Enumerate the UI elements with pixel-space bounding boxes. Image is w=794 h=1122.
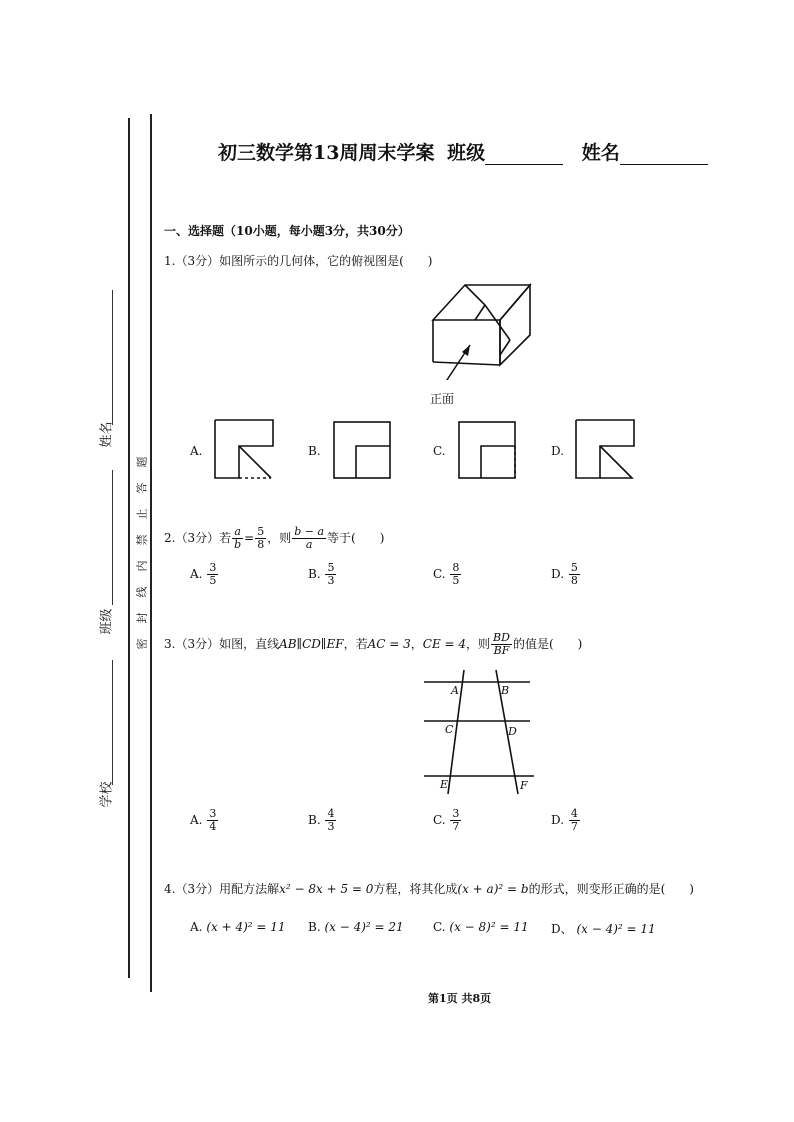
q2-then: ，则: [267, 531, 292, 545]
q3-if: ，若: [343, 637, 368, 651]
q1-option-d-figure[interactable]: [574, 418, 638, 482]
q3-tail: 的值是( ): [512, 637, 583, 651]
binding-line-right: [150, 114, 152, 992]
point-c: C: [445, 723, 454, 736]
q2-prefix: 2.（3分）若: [164, 531, 232, 545]
q1-option-a-figure[interactable]: [213, 418, 277, 482]
q4-equation: x² − 8x + 5 = 0: [279, 882, 374, 896]
sidebar-name-blank: [112, 290, 113, 425]
point-a: A: [451, 684, 459, 697]
point-e: E: [440, 778, 449, 791]
sidebar-school-label: 学校: [99, 781, 115, 808]
sidebar-name-label: 姓名: [99, 421, 115, 448]
q4-stem: [164, 880, 694, 897]
point-b: B: [501, 684, 510, 697]
q2-frac-target: $\frac{b - a}{a}$: [294, 525, 325, 551]
q1-option-c-label[interactable]: C.: [433, 444, 446, 458]
point-d: D: [508, 725, 517, 738]
q2-frac-a-over-b: $\frac{a}{b}$: [234, 525, 242, 551]
binding-line-left: [128, 118, 130, 978]
q1-option-b-label[interactable]: B.: [308, 444, 321, 458]
name-blank[interactable]: [620, 147, 708, 165]
q1-stem: 1.（3分）如图所示的几何体，它的俯视图是( ): [164, 254, 433, 268]
q1-option-b-figure[interactable]: [332, 420, 394, 482]
q4-option-d[interactable]: D、 (x − 4)² = 11: [551, 922, 656, 936]
q2-equals: =: [244, 531, 255, 545]
page-number: 第1页 共8页: [428, 992, 492, 1005]
sidebar-class-blank: [112, 470, 113, 605]
q1-option-c-figure[interactable]: [457, 420, 519, 482]
q2-option-b[interactable]: B. $\frac{5}{3}$: [308, 561, 335, 587]
q3-parallel-lines-figure: [418, 668, 538, 798]
seal-char: 止: [135, 508, 149, 520]
q3-option-d[interactable]: D. $\frac{4}{7}$: [551, 807, 578, 833]
class-label: 班级: [447, 142, 486, 164]
name-label: 姓名: [581, 142, 620, 164]
q4-form: (x + a)² = b: [457, 882, 529, 896]
seal-char: 禁: [135, 534, 149, 546]
q3-ce: CE = 4: [422, 637, 467, 651]
class-blank[interactable]: [485, 147, 563, 165]
q3-ac: AC = 3: [367, 637, 411, 651]
q4-prefix: 4.（3分）用配方法解: [164, 882, 280, 896]
q3-option-c[interactable]: C. $\frac{3}{7}$: [433, 807, 460, 833]
q3-stem: [164, 632, 582, 657]
sidebar-school-blank: [112, 660, 113, 785]
q2-option-d[interactable]: D. $\frac{5}{8}$: [551, 561, 578, 587]
page-title: [218, 138, 708, 165]
q3-option-b[interactable]: B. $\frac{4}{3}$: [308, 807, 335, 833]
sidebar-class-label: 班级: [99, 608, 115, 635]
q2-tail: 等于( ): [327, 531, 385, 545]
q4-mid: 方程，将其化成: [373, 882, 458, 896]
seal-char: 密: [135, 638, 149, 650]
seal-char: 内: [135, 560, 149, 572]
title-text: 初三数学第13周周末学案: [218, 142, 435, 164]
seal-char: 线: [135, 586, 149, 598]
q4-option-b[interactable]: B. (x − 4)² = 21: [308, 920, 404, 934]
seal-char: 封: [135, 612, 149, 624]
q4-option-c[interactable]: C. (x − 8)² = 11: [433, 920, 529, 934]
q1-front-label: 正面: [430, 392, 455, 406]
q2-frac-5-over-8: $\frac{5}{8}$: [257, 525, 265, 551]
point-f: F: [520, 779, 528, 792]
q3-prefix: 3.（3分）如图，直线: [164, 637, 280, 651]
q3-option-a[interactable]: A. $\frac{3}{4}$: [190, 807, 217, 833]
q3-sep: ，: [410, 637, 423, 651]
section-heading: 一、选择题（10小题，每小题3分，共30分）: [164, 224, 410, 238]
q2-stem: [164, 526, 384, 551]
seal-char: 题: [135, 456, 149, 468]
seal-char: 答: [135, 482, 149, 494]
q3-then: ，则: [466, 637, 491, 651]
q1-option-a-label[interactable]: A.: [190, 444, 203, 458]
q2-option-a[interactable]: A. $\frac{3}{5}$: [190, 561, 217, 587]
q1-option-d-label[interactable]: D.: [551, 444, 565, 458]
q4-option-a[interactable]: A. (x + 4)² = 11: [190, 920, 286, 934]
q2-option-c[interactable]: C. $\frac{8}{5}$: [433, 561, 460, 587]
q3-frac-bd-bf: $\frac{BD}{BF}$: [493, 631, 510, 657]
q4-tail: 的形式，则变形正确的是( ): [528, 882, 694, 896]
q1-solid-figure: [425, 280, 560, 380]
q3-lines: AB∥CD∥EF: [279, 637, 344, 651]
